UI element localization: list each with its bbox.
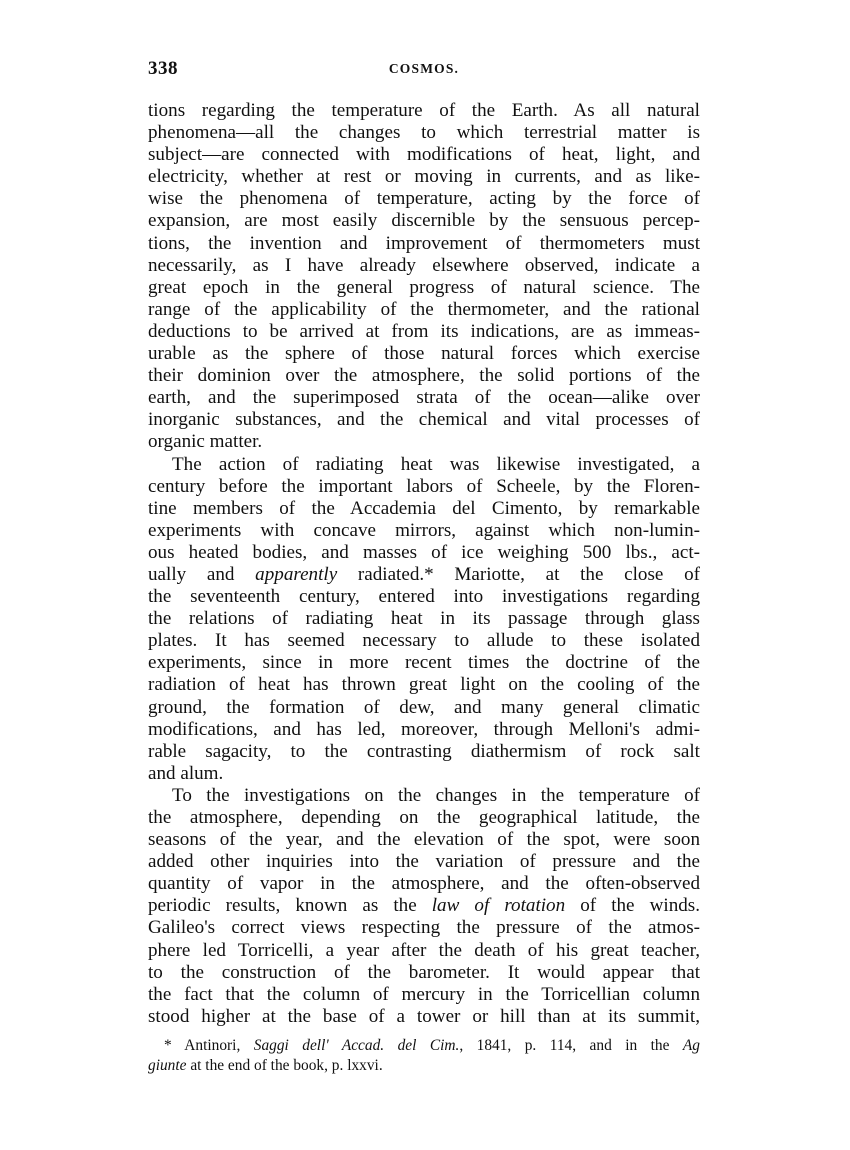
text-line: expansion, are most easily discernible by the sensuous percep- xyxy=(148,210,700,232)
text-line: rable sagacity, to the contrasting diathermism of rock salt xyxy=(148,740,700,762)
text-line: added other inquiries into the variation of pressure and the xyxy=(148,851,700,873)
text-line-with-italic xyxy=(148,564,700,586)
text-line: wise the phenomena of temperature, acting by the force of xyxy=(148,188,700,210)
text-line: century before the important labors of Scheele, by the Floren- xyxy=(148,475,700,497)
text-line: seasons of the year, and the elevation of the spot, were soon xyxy=(148,829,700,851)
text-line: the relations of radiating heat in its passage through glass xyxy=(148,608,700,630)
text-line: To the investigations on the changes in the temperature of xyxy=(172,784,700,806)
footnote xyxy=(148,1036,700,1076)
text-segment: radiated.* Mariotte, at the close of xyxy=(337,563,700,585)
text-line: phenomena—all the changes to which terrestrial matter is xyxy=(148,122,700,144)
text-segment: ually and xyxy=(148,563,256,585)
text-line: subject—are connected with modifications of heat, light, and xyxy=(148,144,700,166)
text-line: The action of radiating heat was likewise investigated, a xyxy=(172,453,700,475)
text-line: range of the applicability of the thermometer, and the rational xyxy=(148,298,700,320)
running-title: COSMOS. xyxy=(388,61,460,76)
text-line: Galileo's correct views respecting the pressure of the atmos- xyxy=(148,917,700,939)
text-line: deductions to be arrived at from its indications, are as immeas- xyxy=(148,320,700,342)
footnote-line xyxy=(148,1036,700,1056)
text-line: experiments with concave mirrors, against which non-lumin- xyxy=(148,519,700,541)
text-line: urable as the sphere of those natural forces which exercise xyxy=(148,343,700,365)
footnote-segment: * Antinori, xyxy=(164,1036,254,1054)
text-line: plates. It has seemed necessary to allude to these isolated xyxy=(148,630,700,652)
text-line: earth, and the superimposed strata of the ocean—alike over xyxy=(148,387,700,409)
footnote-italic: Ag xyxy=(682,1036,701,1054)
text-line: modifications, and has led, moreover, through Melloni's admi- xyxy=(148,718,700,740)
page-header xyxy=(148,58,700,88)
text-line: phere led Torricelli, a year after the death of his great teacher, xyxy=(148,939,700,961)
text-line-with-italic xyxy=(148,895,700,917)
text-line: tine members of the Accademia del Cimento, by remarkable xyxy=(148,497,700,519)
text-line: to the construction of the barometer. It would appear that xyxy=(148,961,700,983)
footnote-segment: at the end of the book, p. lxxvi. xyxy=(186,1056,383,1074)
text-line: tions, the invention and improvement of thermometers must xyxy=(148,232,700,254)
body-text xyxy=(148,100,700,1028)
text-segment: of the winds. xyxy=(565,895,700,917)
footnote-italic: Saggi dell' Accad. del Cim. xyxy=(253,1036,460,1054)
text-line: ous heated bodies, and masses of ice weighing 500 lbs., act- xyxy=(148,541,700,563)
italic-word: apparently xyxy=(255,563,338,585)
text-line: stood higher at the base of a tower or hill than at its summit, xyxy=(148,1005,700,1027)
text-line: ground, the formation of dew, and many general climatic xyxy=(148,696,700,718)
text-line: electricity, whether at rest or moving in currents, and as like- xyxy=(148,166,700,188)
text-line: great epoch in the general progress of natural science. The xyxy=(148,276,700,298)
text-line: experiments, since in more recent times the doctrine of the xyxy=(148,652,700,674)
footnote-line xyxy=(148,1056,700,1076)
text-line: and alum. xyxy=(148,762,224,784)
text-line: the fact that the column of mercury in the Torricellian column xyxy=(148,983,700,1005)
page-number: 338 xyxy=(148,58,178,79)
text-line: quantity of vapor in the atmosphere, and the often-observed xyxy=(148,873,700,895)
text-line: tions regarding the temperature of the Earth. As all natural xyxy=(148,100,700,121)
text-line: inorganic substances, and the chemical and vital processes of xyxy=(148,409,700,431)
text-line: necessarily, as I have already elsewhere observed, indicate a xyxy=(148,254,700,276)
text-line: the atmosphere, depending on the geographical latitude, the xyxy=(148,807,700,828)
text-line: radiation of heat has thrown great light on the cooling of the xyxy=(148,674,700,696)
book-page xyxy=(148,58,700,1076)
footnote-segment: , 1841, p. 114, and in the xyxy=(459,1036,683,1054)
text-line: organic matter. xyxy=(148,431,263,453)
italic-phrase: law of rotation xyxy=(431,895,566,917)
text-line: their dominion over the atmosphere, the solid portions of the xyxy=(148,365,700,387)
footnote-italic: giunte xyxy=(148,1056,187,1074)
text-line: the seventeenth century, entered into investigations regarding xyxy=(148,586,700,608)
text-segment: periodic results, known as the xyxy=(148,895,432,917)
